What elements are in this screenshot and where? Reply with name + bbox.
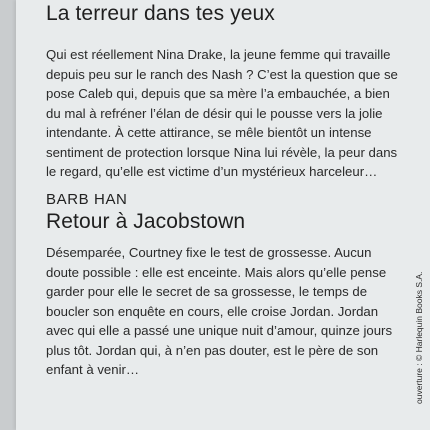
book-2-synopsis: Désemparée, Courtney fixe le test de grossesse. Aucun doute possible : elle est enceinte. Mais alors qu’elle pense garder pour elle le secret de sa grossesse, le temps de boucler son enquête en cours, elle croise Jordan. Jordan avec qui elle a passé une unique nuit d’amour, quinze jours plus tôt. Jordan qui, à n’en pas douter, est le père de son enfant à venir… xyxy=(46,245,393,377)
back-cover-page xyxy=(16,0,430,430)
copyright-notice: ouverture : © Harlequin Books S.A. xyxy=(414,271,424,404)
book-2-author: BARB HAN xyxy=(46,191,128,208)
book-1-title: La terreur dans tes yeux xyxy=(46,2,275,25)
book-2-title: Retour à Jacobstown xyxy=(46,210,246,233)
book-1-synopsis: Qui est réellement Nina Drake, la jeune femme qui travaille depuis peu sur le ranch des Nash ? C’est la question que se pose Caleb qui, depuis que sa mère l’a embauchée, a bien du mal à refréner l’élan de désir qui le pousse vers la jolie intendante. À cette attirance, se mêle bientôt un intense sentiment de protection lorsque Nina lui révèle, la peur dans le regard, qu’elle est victime d’un mystérieux harceleur… xyxy=(46,47,398,179)
